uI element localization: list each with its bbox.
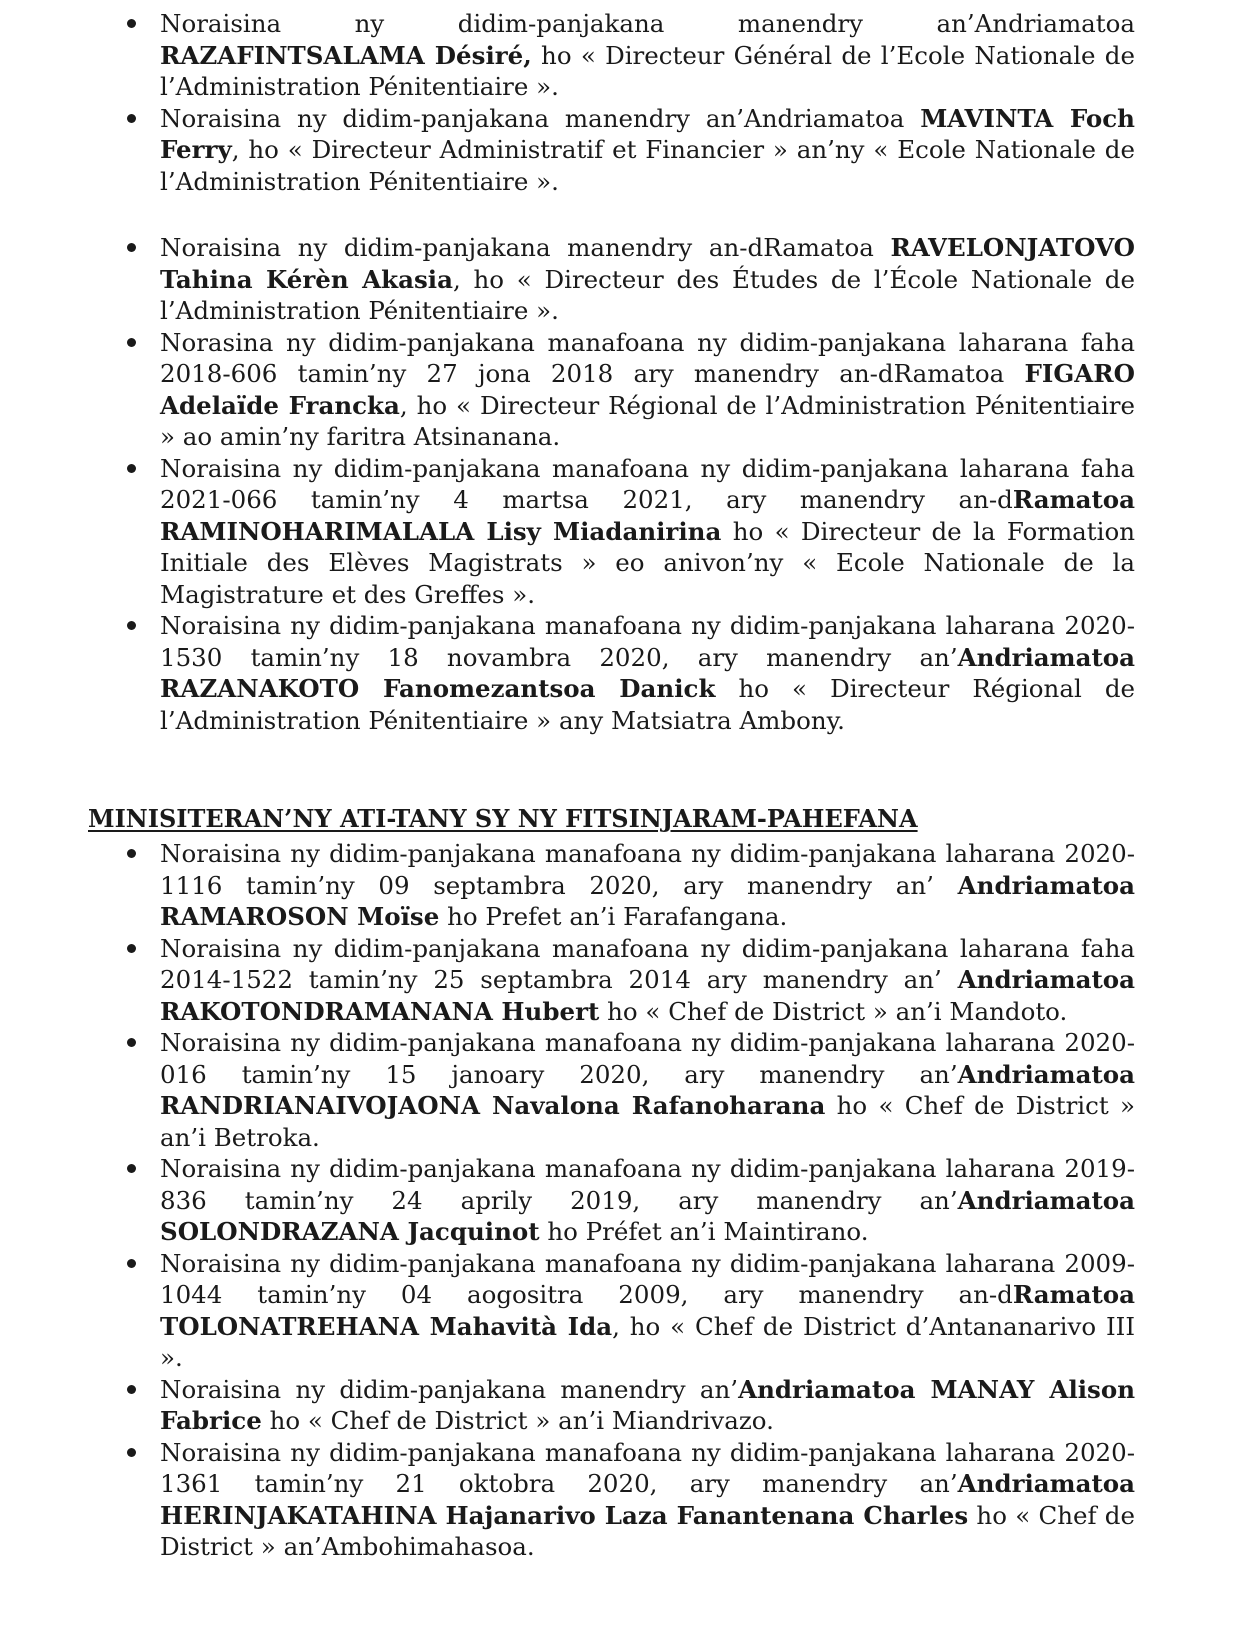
list-item: [160, 1153, 1135, 1248]
appointee-name: Andriamatoa HERINJAKATAHINA Hajanarivo Laza Fanantenana Charles: [160, 1469, 1135, 1530]
appointee-name: Ramatoa TOLONATREHANA Mahavità Ida: [160, 1280, 1135, 1341]
decree-list-middle: [160, 232, 1135, 736]
item-text: Noraisina ny didim-panjakana manafoana ny didim-panjakana laharana faha 2014-1522 tamin’ny 25 septambra 2014 ary manendry an’: [160, 933, 1135, 994]
appointee-name: Andriamatoa MANAY Alison Fabrice: [160, 1374, 1136, 1435]
list-item: [160, 103, 1135, 198]
list-item: [160, 327, 1135, 453]
appointee-name: Andriamatoa RAMAROSON Moïse: [160, 870, 1135, 931]
item-text: ho « Chef de District » an’i Mandoto.: [599, 996, 1068, 1026]
list-item: [160, 1374, 1135, 1437]
item-text: , ho « Directeur des Études de l’École Nationale de l’Administration Pénitentiaire ».: [160, 264, 1135, 325]
item-text: ho « Directeur Régional de l’Administration Pénitentiaire » any Matsiatra Ambony.: [160, 674, 1135, 735]
section-heading: MINISITERAN’NY ATI-TANY SY NY FITSINJARAM-PAHEFANA: [88, 804, 918, 833]
item-text: Noraisina ny didim-panjakana manendry an’Andriamatoa: [160, 103, 921, 133]
decree-list-bottom: [160, 838, 1135, 1563]
appointee-name: RAZAFINTSALAMA Désiré,: [160, 40, 532, 70]
item-text: Noraisina ny didim-panjakana manafoana ny didim-panjakana laharana 2019-836 tamin’ny 24 aprily 2019, ary manendry an’: [160, 1154, 1135, 1215]
item-text: ho « Directeur Général de l’Ecole Nationale de l’Administration Pénitentiaire ».: [160, 40, 1135, 101]
appointee-name: FIGARO Adelaïde Francka: [160, 359, 1135, 420]
list-item: [160, 453, 1135, 611]
list-item: [160, 1027, 1135, 1153]
list-item: [160, 8, 1135, 103]
decree-list-top: [160, 8, 1135, 197]
item-text: Noraisina ny didim-panjakana manafoana ny didim-panjakana laharana 2020-1361 tamin’ny 21 oktobra 2020, ary manendry an’: [160, 1437, 1135, 1498]
item-text: , ho « Directeur Administratif et Financier » an’ny « Ecole Nationale de l’Administration Pénitentiaire ».: [160, 135, 1135, 196]
item-text: Noraisina ny didim-panjakana manafoana ny didim-panjakana laharana 2020-1530 tamin’ny 18 novambra 2020, ary manendry an’: [160, 611, 1135, 672]
appointee-name: Ramatoa RAMINOHARIMALALA Lisy Miadanirina: [160, 485, 1135, 546]
appointee-name: RAVELONJATOVO Tahina Kérèn Akasia: [160, 233, 1135, 294]
appointee-name: MAVINTA Foch Ferry: [160, 103, 1135, 164]
item-text: , ho « Chef de District d’Antananarivo III ».: [160, 1311, 1135, 1372]
list-item: [160, 933, 1135, 1028]
list-item: [160, 1248, 1135, 1374]
list-item: [160, 232, 1135, 327]
appointee-name: Andriamatoa RANDRIANAIVOJAONA Navalona Rafanoharana: [160, 1059, 1135, 1120]
item-text: , ho « Directeur Régional de l’Administration Pénitentiaire » ao amin’ny faritra Atsinanana.: [160, 390, 1136, 451]
item-text: ho Prefet an’i Farafangana.: [439, 902, 788, 931]
appointee-name: Andriamatoa SOLONDRAZANA Jacquinot: [160, 1185, 1135, 1246]
item-text: Noraisina ny didim-panjakana manendry an-dRamatoa: [160, 233, 891, 262]
appointee-name: Andriamatoa RAKOTONDRAMANANA Hubert: [160, 965, 1135, 1026]
item-text: Noraisina ny didim-panjakana manafoana ny didim-panjakana laharana 2020-016 tamin’ny 15 janoary 2020, ary manendry an’: [160, 1028, 1135, 1089]
list-item: [160, 1437, 1135, 1563]
item-text: ho Préfet an’i Maintirano.: [539, 1217, 869, 1246]
item-text: Noraisina ny didim-panjakana manendry an’Andriamatoa: [160, 9, 1135, 38]
item-text: Noraisina ny didim-panjakana manafoana ny didim-panjakana laharana 2020-1116 tamin’ny 09 septambra 2020, ary manendry an’: [160, 839, 1135, 900]
item-text: Noraisina ny didim-panjakana manendry an’: [160, 1374, 739, 1404]
item-text: ho « Chef de District » an’i Betroka.: [160, 1091, 1135, 1152]
item-text: ho « Directeur de la Formation Initiale des Elèves Magistrats » eo anivon’ny « Ecole Nationale de la Magistrature et des Greffes ».: [160, 516, 1135, 609]
list-item: [160, 838, 1135, 933]
item-text: Noraisina ny didim-panjakana manafoana ny didim-panjakana laharana faha 2021-066 tamin’ny 4 martsa 2021, ary manendry an-d: [160, 453, 1135, 514]
item-text: Noraisina ny didim-panjakana manafoana ny didim-panjakana laharana 2009-1044 tamin’ny 04 aogositra 2009, ary manendry an-d: [160, 1248, 1135, 1309]
appointee-name: Andriamatoa RAZANAKOTO Fanomezantsoa Danick: [160, 642, 1135, 703]
item-text: ho « Chef de District » an’i Miandrivazo.: [261, 1406, 774, 1435]
item-text: ho « Chef de District » an’Ambohimahasoa.: [160, 1500, 1135, 1561]
list-item: [160, 610, 1135, 736]
item-text: Norasina ny didim-panjakana manafoana ny didim-panjakana laharana faha 2018-606 tamin’ny 27 jona 2018 ary manendry an-dRamatoa: [160, 327, 1135, 388]
